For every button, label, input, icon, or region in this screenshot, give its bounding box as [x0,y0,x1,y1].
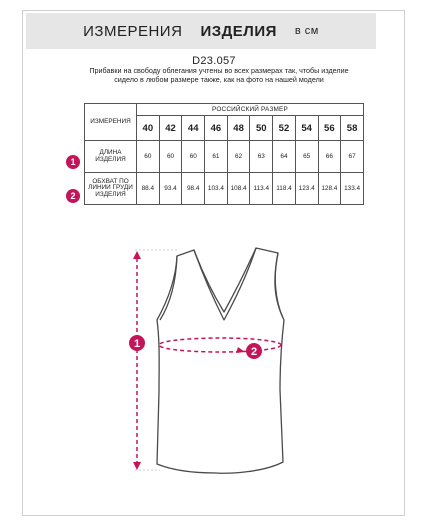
table-cell: 60 [182,141,205,173]
length-measure-line [133,250,177,470]
table-cell: 133.4 [341,173,364,205]
length-diagram-badge-text: 1 [133,338,141,350]
table-cell: 128.4 [318,173,341,205]
table-cell: 88.4 [137,173,160,205]
length-diagram-badge [129,335,145,351]
table-cell: 113.4 [250,173,273,205]
table-cell: 60 [137,141,160,173]
title-measurements: ИЗМЕРЕНИЯ [83,22,183,40]
size-header: 48 [227,116,250,141]
size-header: 52 [273,116,296,141]
table-cell: 66 [318,141,341,173]
chest-measure-ellipse [159,338,281,353]
table-cell: 118.4 [273,173,296,205]
size-header: 50 [250,116,273,141]
table-cell: 65 [295,141,318,173]
table-cell: 61 [205,141,228,173]
table-cell: 62 [227,141,250,173]
size-header: 40 [137,116,160,141]
fit-note: Прибавки на свободу облегания учтены во всех размерах так, чтобы изделие сидело в любом размере также, как на фото на нашей модели [89,66,349,84]
table-cell: 98.4 [182,173,205,205]
title-product: ИЗДЕЛИЯ [200,22,277,40]
chest-diagram-badge [246,343,262,359]
tank-top-outline [157,248,284,473]
table-cell: 60 [159,141,182,173]
table-cell: 123.4 [295,173,318,205]
size-header: 46 [205,116,228,141]
table-cell: 64 [273,141,296,173]
row-label-chest: ОБХВАТ ПО ЛИНИИ ГРУДИ ИЗДЕЛИЯ [85,173,137,205]
size-header: 54 [295,116,318,141]
chest-badge: 2 [66,189,80,203]
row-label-header: ИЗМЕРЕНИЯ [85,104,137,141]
table-cell: 67 [341,141,364,173]
table-cell: 103.4 [205,173,228,205]
chest-diagram-badge-text: 2 [250,346,258,358]
size-header: 44 [182,116,205,141]
row-label-length: ДЛИНА ИЗДЕЛИЯ [85,141,137,173]
table-cell: 108.4 [227,173,250,205]
table-cell: 93.4 [159,173,182,205]
product-code: D23.057 [192,55,236,67]
size-header: 42 [159,116,182,141]
length-badge: 1 [66,155,80,169]
size-header: 56 [318,116,341,141]
table-cell: 63 [250,141,273,173]
title-units: в см [294,25,319,37]
size-header: 58 [341,116,364,141]
size-group-header: РОССИЙСКИЙ РАЗМЕР [137,104,364,116]
